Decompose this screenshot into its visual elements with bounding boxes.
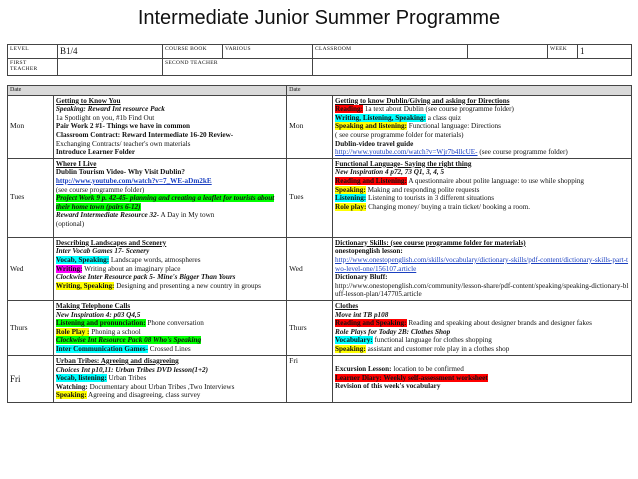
- skill-tag: Watching:: [55, 382, 88, 391]
- lesson-cell: [53, 355, 286, 402]
- lesson-line: Speaking: Reward Int resource Pack: [55, 105, 165, 114]
- project-work-line: Project Work 9 p. 42-45- planning and creating a leaflet for tourists about their home town (pairs 6-12): [55, 194, 275, 211]
- week-value: 1: [578, 45, 632, 59]
- lesson-cell: [333, 355, 632, 402]
- lesson-cell: [53, 158, 286, 237]
- table-row: [8, 237, 632, 300]
- skill-tag: Writing:: [55, 264, 83, 273]
- skill-tag: Role play:: [335, 202, 367, 211]
- lesson-cell: [333, 300, 632, 355]
- skill-tag: Vocabulary:: [335, 336, 373, 345]
- skill-tag: Reading:: [335, 105, 363, 114]
- skill-tag: Speaking:: [335, 185, 366, 194]
- lesson-line: a class quiz: [427, 113, 461, 122]
- classroom-label: CLASSROOM: [313, 45, 468, 59]
- lesson-title: Getting to know Dublin/Giving and asking for Directions: [335, 96, 510, 105]
- lesson-line: Dictionary Bluff:: [335, 273, 388, 282]
- lesson-line: Reading and speaking about designer brands and designer fakes: [408, 319, 592, 328]
- lesson-line: 1a text about Dublin (see course programme folder): [364, 105, 514, 114]
- skill-tag: Vocab, Speaking:: [55, 255, 110, 264]
- lesson-title: Describing Landscapes and Scenery: [55, 238, 167, 247]
- lesson-line: Writing about an imaginary place: [84, 264, 181, 273]
- video-link[interactable]: http://www.youtube.com/watch?v=7_WE-aDm2kE: [55, 176, 212, 185]
- lesson-line: Listening to tourists in 3 different situations: [367, 194, 495, 203]
- lesson-title: Making Telephone Calls: [55, 301, 131, 310]
- day-cell: Mon: [8, 95, 54, 158]
- lesson-cell: [333, 158, 632, 237]
- lesson-line: location to be confirmed: [393, 364, 464, 373]
- lesson-cell: [333, 237, 632, 300]
- lesson-cell: [53, 300, 286, 355]
- lesson-line: New Inspiration 4: p03 Q4,5: [55, 310, 141, 319]
- skill-tag: Listening:: [335, 194, 367, 203]
- lesson-line: Agreeing and disagreeing, class survey: [88, 391, 201, 400]
- lesson-link[interactable]: http://www.onestopenglish.com/skills/vocabulary/dictionary-skills/pdf-content/dictionary-skills-part-two-level-one/156107.article: [335, 255, 629, 273]
- level-label: LEVEL: [8, 45, 58, 59]
- lesson-line: Reward Intermediate Resource 32-: [55, 211, 160, 220]
- second-teacher-label: SECOND TEACHER: [163, 59, 313, 76]
- lesson-title: Functional Language- Saying the right thing: [335, 159, 472, 168]
- lesson-line: Documentary about Urban Tribes ,Two Interviews: [89, 382, 235, 391]
- classroom-value: [468, 45, 548, 59]
- schedule-table: [7, 85, 632, 403]
- table-row: [8, 300, 632, 355]
- first-teacher-label: FIRST TEACHER: [8, 59, 58, 76]
- lesson-line: (optional): [55, 219, 85, 228]
- lesson-line: Inter Vocab Games 17- Scenery: [55, 247, 150, 256]
- table-row: [8, 355, 632, 402]
- skill-tag: Role Play :: [55, 327, 90, 336]
- page-title: Intermediate Junior Summer Programme: [137, 7, 501, 29]
- week-label: WEEK: [548, 45, 578, 59]
- coursebook-value: VARIOUS: [223, 45, 313, 59]
- table-row: [8, 158, 632, 237]
- lesson-line: onestopenglish lesson:: [335, 247, 403, 256]
- day-cell: Tues: [287, 158, 333, 237]
- day-cell: Wed: [287, 237, 333, 300]
- lesson-line: functional language for clothes shopping: [374, 336, 492, 345]
- skill-tag: Vocab, listening:: [55, 374, 107, 383]
- skill-tag: Speaking:: [55, 391, 87, 400]
- level-value: B1/4: [58, 45, 163, 59]
- skill-tag: Listening and pronunciation:: [55, 319, 146, 328]
- second-teacher-value: [313, 59, 632, 76]
- lesson-title: Where I Live: [55, 159, 97, 168]
- header-table: [7, 44, 632, 76]
- lesson-line: Role Plays for Today 2B: Clothes Shop: [335, 327, 451, 336]
- day-cell: Thurs: [287, 300, 333, 355]
- lesson-line: Dublin Tourism Video- Why Visit Dublin?: [55, 168, 185, 177]
- skill-tag: Writing, Listening, Speaking:: [335, 113, 426, 122]
- day-cell: Thurs: [8, 300, 54, 355]
- lesson-line: Clockwise Inter Resource pack 5- Mine's Bigger Than Yours: [55, 273, 236, 282]
- skill-tag: Speaking and listening:: [335, 122, 407, 131]
- lesson-line: Phone conversation: [147, 319, 204, 328]
- lesson-title: Dictionary Skills: (see course programme folder for materials): [335, 238, 526, 247]
- day-cell: Tues: [8, 158, 54, 237]
- lesson-title: Getting to Know You: [55, 96, 121, 105]
- lesson-line: (see course programme folder): [479, 148, 568, 157]
- lesson-title: Clothes: [335, 301, 359, 310]
- skill-tag: Reading and Listening:: [335, 176, 407, 185]
- lesson-line: 1a Spotlight on you, #1b Find Out: [55, 113, 155, 122]
- lesson-line: Excursion Lesson:: [335, 364, 392, 373]
- lesson-line: A questionnaire about polite language: to use while shopping: [408, 176, 585, 185]
- lesson-line: Choices Int p10,11: Urban Tribes DVD lesson(1+2): [55, 365, 209, 374]
- lesson-line: Exchanging Contracts/ teacher's own materials: [55, 139, 191, 148]
- lesson-line: Designing and presenting a new country in groups: [116, 281, 261, 290]
- table-row: [8, 95, 632, 158]
- lesson-line: Move int TB p108: [335, 310, 389, 319]
- lesson-cell: [333, 95, 632, 158]
- date-label-right: Date: [287, 86, 632, 96]
- lesson-line: A Day in My town: [160, 211, 215, 220]
- lesson-line: Urban Tribes: [108, 374, 147, 383]
- skill-tag: Inter Communication Games-: [55, 344, 148, 353]
- coursebook-label: COURSE BOOK: [163, 45, 223, 59]
- lesson-line: ( see course programme folder for materials): [335, 130, 464, 139]
- day-cell: Fri: [287, 355, 333, 402]
- lesson-title: Urban Tribes: Agreeing and disagreeing: [55, 356, 179, 365]
- date-label-left: Date: [8, 86, 287, 96]
- lesson-line: Pair Work 2 #1- Things we have in common: [55, 122, 191, 131]
- lesson-line: Introduce Learner Folder: [55, 148, 136, 157]
- day-cell: Mon: [287, 95, 333, 158]
- lesson-line: assistant and customer role play in a clothes shop: [367, 344, 510, 353]
- video-link[interactable]: http://www.youtube.com/watch?v=Wjr7b4llcUE-: [335, 148, 478, 157]
- skill-tag: Clockwise Int Resource Pack 08 Who's Speaking: [55, 336, 202, 345]
- skill-tag: Writing, Speaking:: [55, 281, 115, 290]
- skill-tag: Learner Diary: Weekly self-assessment worksheet: [335, 373, 488, 382]
- lesson-line: Changing money/ buying a train ticket/ booking a room.: [368, 202, 531, 211]
- lesson-line: Functional language: Directions: [408, 122, 501, 131]
- day-cell: Wed: [8, 237, 54, 300]
- skill-tag: Reading and Speaking:: [335, 319, 407, 328]
- skill-tag: Speaking:: [335, 344, 366, 353]
- lesson-line: Classroom Contract: Reward Intermediate 16-20 Review-: [55, 130, 234, 139]
- lesson-line: Making and responding polite requests: [367, 185, 480, 194]
- lesson-cell: [53, 95, 286, 158]
- lesson-line: http://www.onestopenglish.com/community/lesson-share/pdf-content/speaking/speaking-dictionary-bluff-lesson-plan/147705.article: [335, 281, 629, 299]
- lesson-line: Dublin-video travel guide: [335, 139, 414, 148]
- lesson-line: (see course programme folder): [55, 185, 145, 194]
- lesson-line: Crossed Lines: [149, 344, 191, 353]
- lesson-line: Landscape words, atmospheres: [110, 255, 201, 264]
- lesson-cell: [53, 237, 286, 300]
- day-cell: Fri: [8, 355, 54, 402]
- lesson-line: Revision of this week's vocabulary: [335, 382, 441, 391]
- lesson-line: New Inspiration 4 p72, 73 Q1, 3, 4, 5: [335, 168, 445, 177]
- first-teacher-value: [58, 59, 163, 76]
- lesson-line: Phoning a school: [91, 327, 141, 336]
